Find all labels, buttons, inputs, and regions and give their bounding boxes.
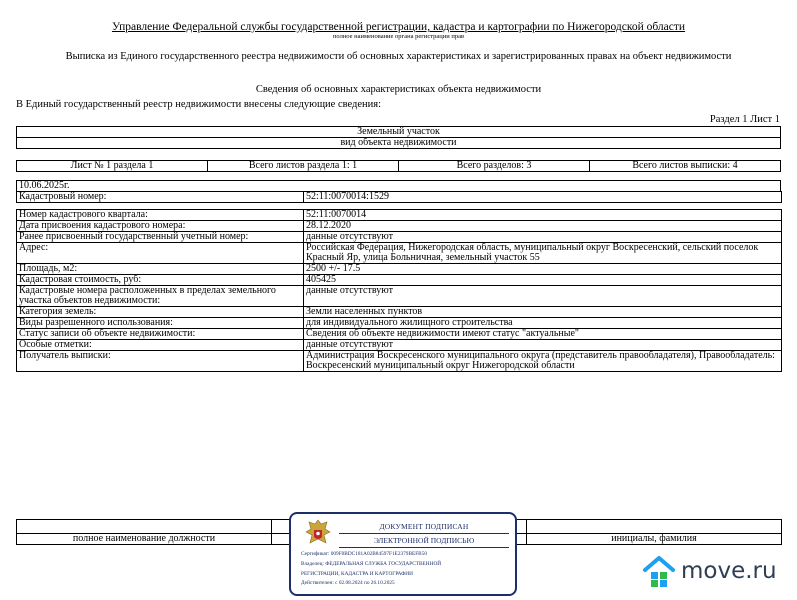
row-label: Получатель выписки: xyxy=(17,351,304,372)
position-caption: полное наименование должности xyxy=(17,534,272,545)
table-row xyxy=(17,286,782,307)
table-row xyxy=(17,318,782,329)
row-label: Виды разрешенного использования: xyxy=(17,318,304,329)
row-label: Площадь, м2: xyxy=(17,264,304,275)
table-row xyxy=(17,351,782,372)
electronic-signature-stamp xyxy=(289,512,517,596)
row-label: Ранее присвоенный государственный учетный номер: xyxy=(17,232,304,243)
table-row xyxy=(17,232,782,243)
row-label: Кадастровые номера расположенных в пределах земельного участка объектов недвижимости: xyxy=(17,286,304,307)
table-row xyxy=(17,275,782,286)
row-value: Земли населенных пунктов xyxy=(304,307,782,318)
row-value: данные отсутствуют xyxy=(304,340,782,351)
cadastral-table xyxy=(16,191,782,203)
name-blank xyxy=(527,520,782,534)
sheet-number: Лист № 1 раздела 1 xyxy=(17,161,208,172)
characteristics-table xyxy=(16,209,782,372)
stamp-validity: Действителен: с 02.08.2024 по 26.10.2025 xyxy=(301,580,395,586)
position-blank xyxy=(17,520,272,534)
row-value: Российская Федерация, Нижегородская область, муниципальный округ Воскресенский, сельский поселок Красный Яр, улица Больничная, земельный участок 55 xyxy=(304,243,782,264)
row-label: Адрес: xyxy=(17,243,304,264)
stamp-divider xyxy=(339,533,509,534)
stamp-owner-continued: РЕГИСТРАЦИИ, КАДАСТРА И КАРТОГРАФИИ xyxy=(301,571,413,577)
table-row xyxy=(17,340,782,351)
row-label: Дата присвоения кадастрового номера: xyxy=(17,221,304,232)
intro-text: В Единый государственный реестр недвижимости внесены следующие сведения: xyxy=(16,99,382,110)
extract-title: Выписка из Единого государственного реестра недвижимости об основных характеристиках и зарегистрированных правах на объект недвижимости xyxy=(65,51,732,62)
row-label: Особые отметки: xyxy=(17,340,304,351)
agency-name: Управление Федеральной службы государственной регистрации, кадастра и картографии по Нижегородской области xyxy=(111,21,686,33)
extract-date: 10.06.2025г. xyxy=(17,181,781,192)
move-ru-watermark xyxy=(641,553,791,589)
coat-of-arms-icon xyxy=(305,518,331,548)
stamp-certificate: Сертификат: 009F0BDC181A02B84597F1E2379BEFB50 xyxy=(301,551,428,557)
extract-sheets-total: Всего листов выписки: 4 xyxy=(590,161,781,172)
sheets-table xyxy=(16,160,781,172)
table-row xyxy=(17,264,782,275)
table-row xyxy=(17,329,782,340)
row-value: данные отсутствуют xyxy=(304,232,782,243)
table-row xyxy=(17,221,782,232)
row-label: Номер кадастрового квартала: xyxy=(17,210,304,221)
object-type-table xyxy=(16,126,781,149)
section-title: Сведения об основных характеристиках объекта недвижимости xyxy=(255,84,542,95)
object-type: Земельный участок xyxy=(17,127,781,138)
row-value: 28.12.2020 xyxy=(304,221,782,232)
table-row xyxy=(17,307,782,318)
table-row xyxy=(17,210,782,221)
row-value: 405425 xyxy=(304,275,782,286)
sections-total: Всего разделов: 3 xyxy=(399,161,590,172)
brand-name: move.ru xyxy=(681,558,777,584)
agency-caption: полное наименование органа регистрации прав xyxy=(332,33,465,40)
house-icon xyxy=(641,553,677,589)
row-value: 2500 +/- 17.5 xyxy=(304,264,782,275)
stamp-line-1: ДОКУМЕНТ ПОДПИСАН xyxy=(379,522,469,531)
row-label: Статус записи об объекте недвижимости: xyxy=(17,329,304,340)
row-label: Категория земель: xyxy=(17,307,304,318)
stamp-owner: Владелец: ФЕДЕРАЛЬНАЯ СЛУЖБА ГОСУДАРСТВЕННОЙ xyxy=(301,561,442,567)
table-row xyxy=(17,243,782,264)
row-value: данные отсутствуют xyxy=(304,286,782,307)
cadastral-label: Кадастровый номер: xyxy=(17,192,304,203)
section-sheets-total: Всего листов раздела 1: 1 xyxy=(208,161,399,172)
section-reference: Раздел 1 Лист 1 xyxy=(709,114,780,125)
row-label: Кадастровая стоимость, руб: xyxy=(17,275,304,286)
cadastral-value: 52:11:0070014:1529 xyxy=(304,192,782,203)
name-caption: инициалы, фамилия xyxy=(527,534,782,545)
row-value: Администрация Воскресенского муниципального округа (представитель правообладателя), Правообладатель: Воскресенский муниципальный округ Нижегородской области xyxy=(304,351,782,372)
row-value: 52:11:0070014 xyxy=(304,210,782,221)
stamp-line-2: ЭЛЕКТРОННОЙ ПОДПИСЬЮ xyxy=(373,536,475,545)
row-value: для индивидуального жилищного строительства xyxy=(304,318,782,329)
stamp-divider xyxy=(339,547,509,548)
row-value: Сведения об объекте недвижимости имеют статус "актуальные" xyxy=(304,329,782,340)
object-type-caption: вид объекта недвижимости xyxy=(17,138,781,149)
